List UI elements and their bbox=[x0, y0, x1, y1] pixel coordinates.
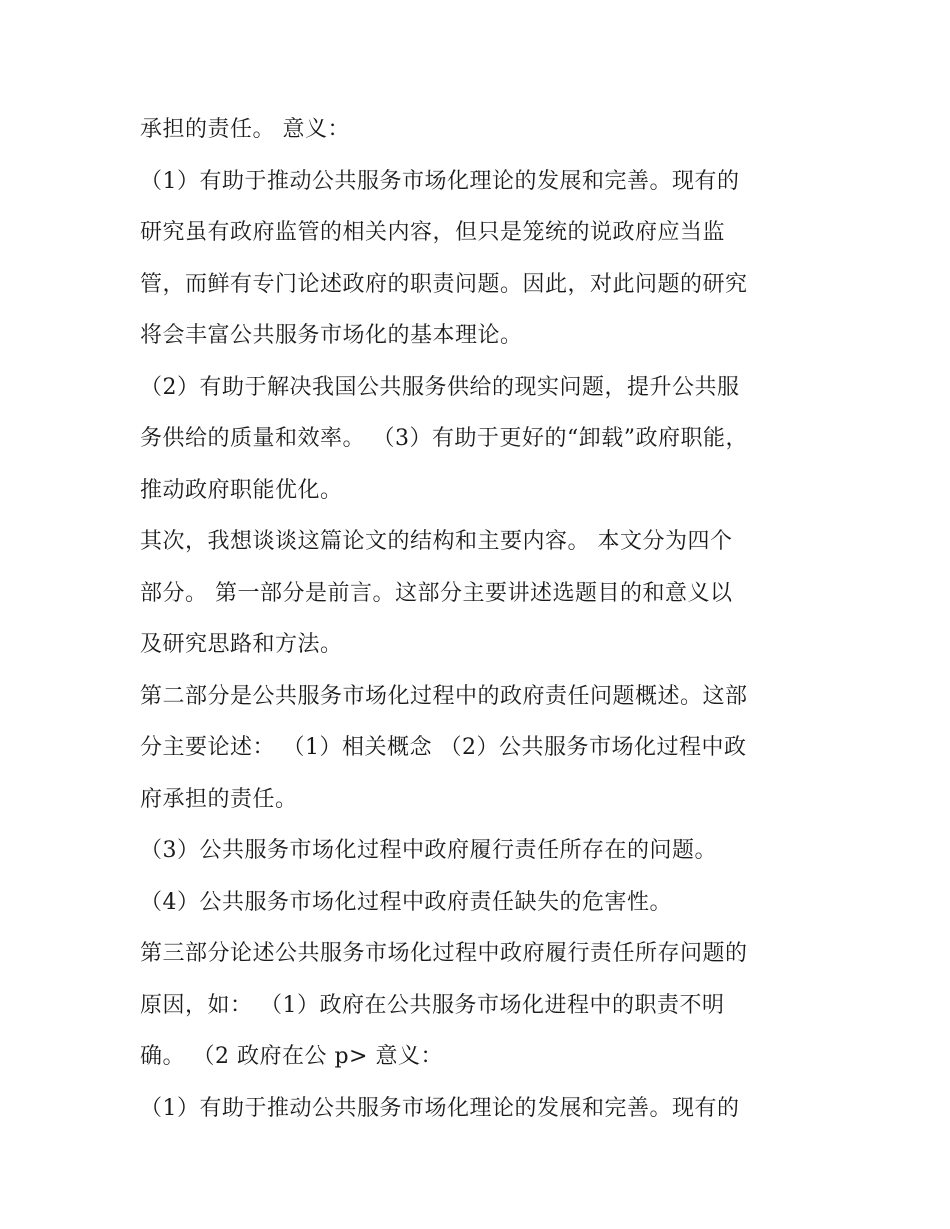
text-line-18: 原因，如： （1）政府在公共服务市场化进程中的职责不明 bbox=[140, 992, 725, 1018]
text-line-2: （1）有助于推动公共服务市场化理论的发展和完善。现有的 bbox=[140, 168, 740, 194]
text-line-13: 分主要论述： （1）相关概念 （2）公共服务市场化过程中政 bbox=[140, 735, 747, 760]
document-body bbox=[140, 104, 830, 1134]
text-line-16: （4）公共服务市场化过程中政府责任缺失的危害性。 bbox=[140, 889, 672, 915]
text-line-9: 其次，我想谈谈这篇论文的结构和主要内容。 本文分为四个 bbox=[140, 529, 733, 554]
text-line-3: 研究虽有政府监管的相关内容，但只是笼统的说政府应当监 bbox=[140, 220, 726, 245]
text-line-10: 部分。 第一部分是前言。这部分主要讲述选题目的和意义以 bbox=[140, 580, 733, 606]
text-line-17: 第三部分论述公共服务市场化过程中政府履行责任所存问题的 bbox=[140, 941, 748, 966]
text-line-7: 务供给的质量和效率。 （3）有助于更好的“卸载”政府职能， bbox=[140, 426, 748, 451]
text-line-6: （2）有助于解决我国公共服务供给的现实问题，提升公共服 bbox=[140, 374, 740, 400]
text-line-1: 承担的责任。 意义： bbox=[140, 117, 350, 142]
text-line-4: 管，而鲜有专门论述政府的职责问题。因此，对此问题的研究 bbox=[140, 271, 748, 297]
text-line-14: 府承担的责任。 bbox=[140, 786, 298, 812]
text-line-12: 第二部分是公共服务市场化过程中的政府责任问题概述。这部 bbox=[140, 683, 748, 709]
text-line-15: （3）公共服务市场化过程中政府履行责任所存在的问题。 bbox=[140, 838, 717, 863]
text-line-20: （1）有助于推动公共服务市场化理论的发展和完善。现有的 bbox=[140, 1095, 740, 1121]
text-line-5: 将会丰富公共服务市场化的基本理论。 bbox=[140, 323, 523, 348]
text-line-19: 确。 （2 政府在公 p> 意义： bbox=[140, 1044, 443, 1069]
text-line-8: 推动政府职能优化。 bbox=[140, 477, 343, 503]
text-line-11: 及研究思路和方法。 bbox=[140, 632, 343, 657]
